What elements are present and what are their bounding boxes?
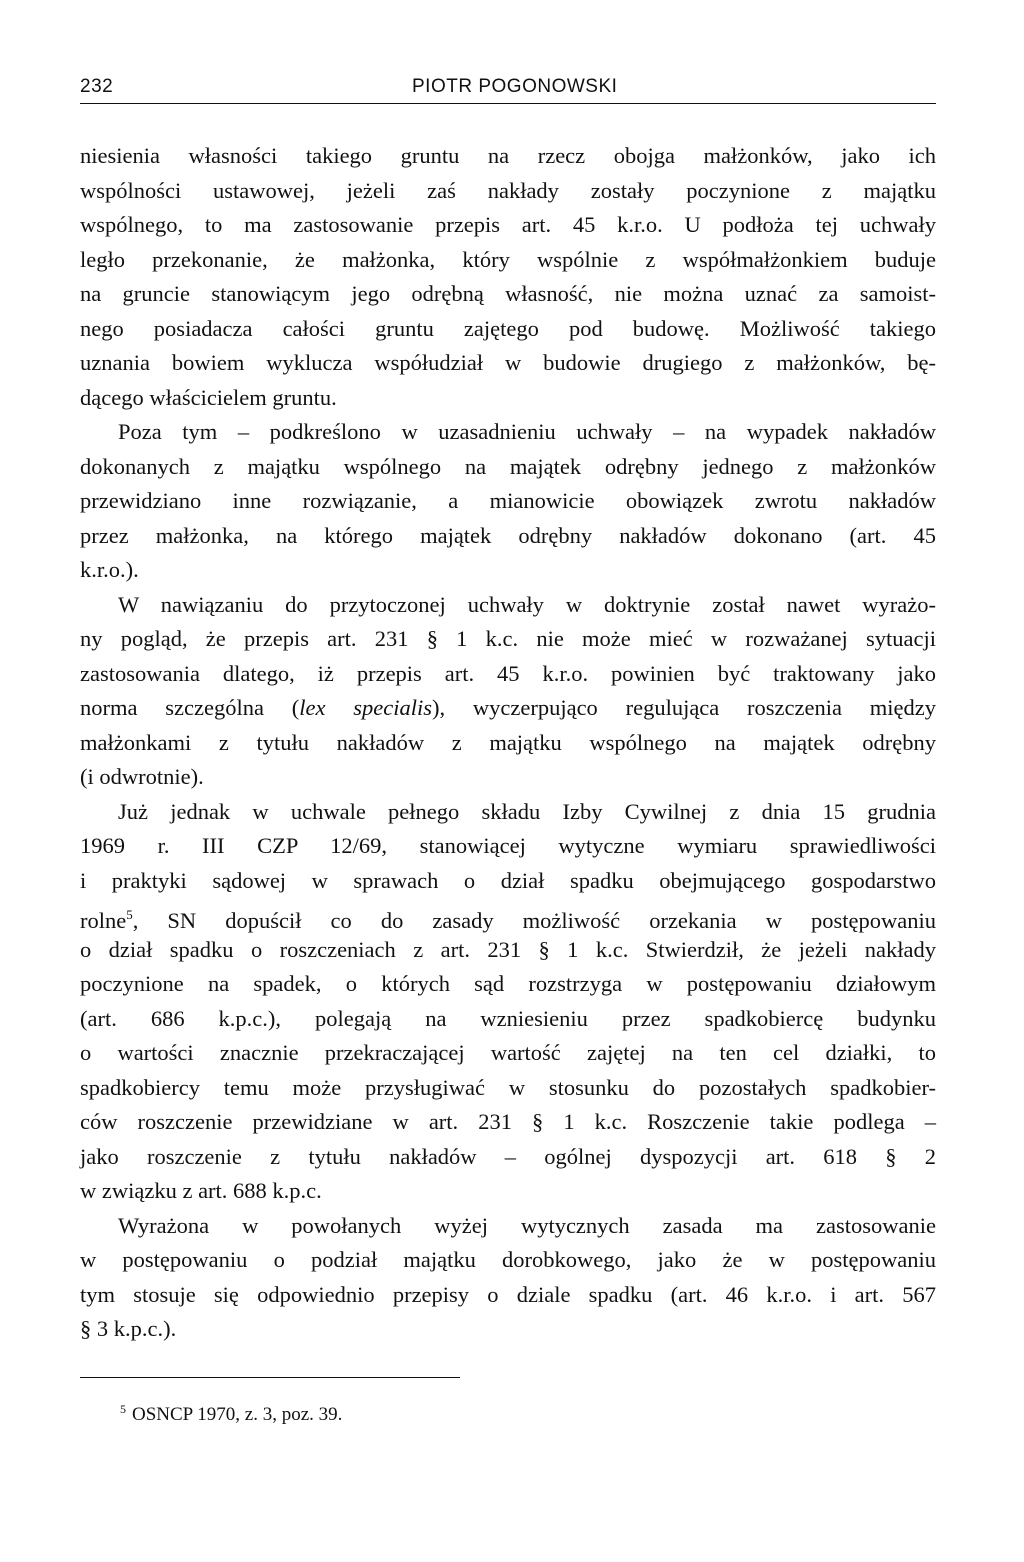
text-line: Wyrażona w powołanych wyżej wytycznych zasada ma zastosowanie [118, 1212, 936, 1238]
running-head-author: PIOTR POGONOWSKI [412, 76, 618, 97]
footnote-reference: 5 [126, 907, 133, 922]
text-line: k.r.o.). [80, 557, 139, 582]
text-line: spadkobiercy temu może przysługiwać w stosunku do pozostałych spadkobier- [80, 1074, 936, 1100]
text-fragment: , SN dopuścił co do zasady możliwość orzekania w postępowaniu [132, 908, 936, 933]
text-line: zastosowania dlatego, iż przepis art. 45 k.r.o. powinien być traktowany jako [80, 660, 936, 686]
text-fragment: rolne [80, 908, 127, 933]
text-line [80, 898, 936, 933]
text-line: W nawiązaniu do przytoczonej uchwały w doktrynie został nawet wyrażo- [118, 591, 936, 617]
text-line: ców roszczenie przewidziane w art. 231 § 1 k.c. Roszczenie takie podlega – [80, 1109, 936, 1134]
text-line: legło przekonanie, że małżonka, który wspólnie z współmałżonkiem buduje [80, 246, 936, 272]
text-line: i praktyki sądowej w sprawach o dział spadku obejmującego gospodarstwo [80, 867, 936, 893]
text-line: wspólności ustawowej, jeżeli zaś nakłady zostały poczynione z majątku [80, 177, 936, 203]
text-line: w postępowaniu o podział majątku dorobkowego, jako że w postępowaniu [80, 1247, 936, 1272]
header-rule [80, 103, 936, 104]
text-line: przez małżonka, na którego majątek odrębny nakładów dokonano (art. 45 [80, 522, 936, 548]
text-line: tym stosuje się odpowiednio przepisy o dziale spadku (art. 46 k.r.o. i art. 567 [80, 1281, 936, 1307]
text-line: na gruncie stanowiącym jego odrębną własność, nie można uznać za samoist- [80, 281, 936, 306]
text-line: Już jednak w uchwale pełnego składu Izby Cywilnej z dnia 15 grudnia [118, 798, 936, 824]
footnote-marker: 5 [120, 1402, 126, 1416]
text-line: o dział spadku o roszczeniach z art. 231 § 1 k.c. Stwierdził, że jeżeli nakłady [80, 936, 936, 962]
body-text [80, 139, 936, 1347]
text-line: dącego właścicielem gruntu. [80, 384, 337, 410]
text-line: 1969 r. III CZP 12/69, stanowiącej wytyczne wymiaru sprawiedliwości [80, 833, 936, 858]
text-line: małżonkami z tytułu nakładów z majątku wspólnego na majątek odrębny [80, 729, 936, 755]
page-number: 232 [80, 76, 114, 97]
text-line: (art. 686 k.p.c.), polegają na wzniesieniu przez spadkobiercę budynku [80, 1005, 936, 1031]
text-line: uznania bowiem wyklucza współudział w budowie drugiego z małżonków, bę- [80, 350, 936, 375]
text-line: w związku z art. 688 k.p.c. [80, 1178, 322, 1203]
text-line: przewidziano inne rozwiązanie, a mianowicie obowiązek zwrotu nakładów [80, 488, 936, 513]
text-line: o wartości znacznie przekraczającej wartość zajętej na ten cel działki, to [80, 1040, 936, 1065]
text-line: § 3 k.p.c.). [80, 1316, 177, 1341]
text-line: nego posiadacza całości gruntu zajętego pod budowę. Możliwość takiego [80, 315, 936, 341]
footnote-text: OSNCP 1970, z. 3, poz. 39. [132, 1404, 343, 1425]
text-line: wspólnego, to ma zastosowanie przepis art. 45 k.r.o. U podłoża tej uchwały [80, 212, 936, 237]
text-fragment: norma szczególna ( [80, 695, 300, 720]
latin-term: lex specialis [299, 695, 432, 720]
text-line: dokonanych z majątku wspólnego na majątek odrębny jednego z małżonków [80, 453, 936, 479]
text-line: Poza tym – podkreślono w uzasadnieniu uchwały – na wypadek nakładów [118, 419, 936, 444]
text-line: jako roszczenie z tytułu nakładów – ogólnej dyspozycji art. 618 § 2 [80, 1143, 936, 1169]
text-line: ny pogląd, że przepis art. 231 § 1 k.c. nie może mieć w rozważanej sytuacji [80, 626, 936, 651]
text-line [80, 691, 936, 726]
text-line: niesienia własności takiego gruntu na rzecz obojga małżonków, jako ich [80, 143, 936, 168]
text-fragment: ), wyczerpująco regulująca roszczenia między [431, 695, 936, 720]
footnote [120, 1402, 342, 1426]
text-line: (i odwrotnie). [80, 764, 204, 789]
text-line: poczynione na spadek, o których sąd rozstrzyga w postępowaniu działowym [80, 971, 936, 996]
footnote-rule [80, 1377, 460, 1378]
